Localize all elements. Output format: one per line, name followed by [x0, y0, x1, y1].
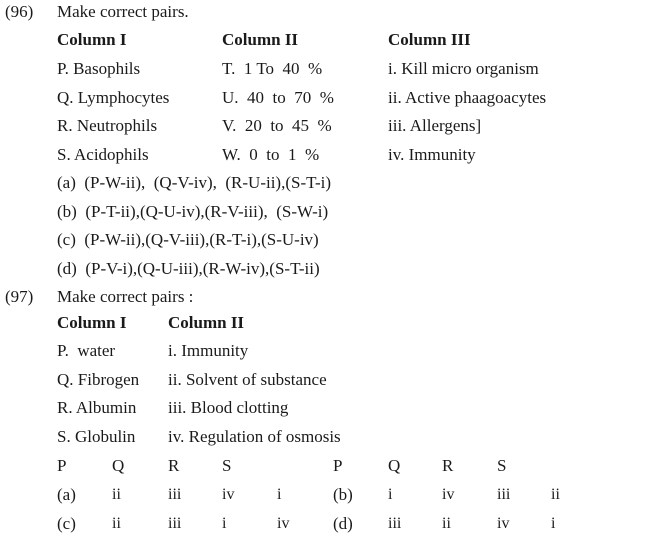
q97-option-b-value-s: ii [551, 486, 560, 503]
q97-grid-header-p-left: P [57, 456, 67, 475]
q97-option-c-label[interactable]: (c) [57, 514, 76, 533]
q97-row-item: i. Immunity [168, 341, 249, 360]
q97-option-d-value-r: iv [497, 515, 510, 532]
q97-option-a-value-p: ii [112, 486, 121, 503]
q97-grid-header-q-right: Q [388, 456, 401, 475]
q96-row-item: P. Basophils [57, 59, 141, 78]
q97-option-a-value-s: i [277, 486, 282, 503]
q97-option-a-value-q: iii [168, 486, 182, 503]
q96-row-item: V. 20 to 45 % [222, 116, 332, 135]
question-stem-96: Make correct pairs. [57, 2, 189, 21]
q97-option-c-value-p: ii [112, 515, 121, 532]
q96-row-item: R. Neutrophils [57, 116, 158, 135]
q96-column-header-1: Column I [57, 30, 127, 49]
q97-row-item: R. Albumin [57, 398, 137, 417]
q96-column-header-3: Column III [388, 30, 471, 49]
q97-option-b-label[interactable]: (b) [333, 485, 353, 504]
q96-row-item: U. 40 to 70 % [222, 88, 334, 107]
q97-option-d-value-q: ii [442, 515, 451, 532]
q97-row-item: S. Globulin [57, 427, 136, 446]
q97-option-a-label[interactable]: (a) [57, 485, 76, 504]
q97-option-d-label[interactable]: (d) [333, 514, 353, 533]
q96-column-header-2: Column II [222, 30, 299, 49]
q97-grid-header-r-left: R [168, 456, 180, 475]
q97-row-item: Q. Fibrogen [57, 370, 140, 389]
q97-row-item: iv. Regulation of osmosis [168, 427, 341, 446]
q97-grid-header-q-left: Q [112, 456, 125, 475]
q96-row-item: ii. Active phaagoacytes [388, 88, 547, 107]
q97-option-d-value-s: i [551, 515, 556, 532]
q96-option-b[interactable]: (b) (P-T-ii),(Q-U-iv),(R-V-iii), (S-W-i) [57, 202, 329, 221]
q97-option-d-value-p: iii [388, 515, 402, 532]
q97-grid-header-s-left: S [222, 456, 232, 475]
q97-row-item: P. water [57, 341, 116, 360]
q97-grid-header-s-right: S [497, 456, 507, 475]
q97-option-c-value-r: i [222, 515, 227, 532]
q97-option-b-value-p: i [388, 486, 393, 503]
q97-option-c-value-s: iv [277, 515, 290, 532]
q97-option-b-value-r: iii [497, 486, 511, 503]
q97-grid-header-r-right: R [442, 456, 454, 475]
q97-column-header-1: Column I [57, 313, 127, 332]
q96-row-item: i. Kill micro organism [388, 59, 539, 78]
q96-option-a[interactable]: (a) (P-W-ii), (Q-V-iv), (R-U-ii),(S-T-i) [57, 173, 331, 192]
q97-grid-header-p-right: P [333, 456, 343, 475]
q97-column-header-2: Column II [168, 313, 245, 332]
q96-row-item: iv. Immunity [388, 145, 476, 164]
q96-row-item: S. Acidophils [57, 145, 149, 164]
q96-option-d[interactable]: (d) (P-V-i),(Q-U-iii),(R-W-iv),(S-T-ii) [57, 259, 320, 278]
q97-row-item: ii. Solvent of substance [168, 370, 327, 389]
q96-row-item: iii. Allergens] [388, 116, 482, 135]
q96-row-item: T. 1 To 40 % [222, 59, 323, 78]
q97-option-a-value-r: iv [222, 486, 235, 503]
q97-option-b-value-q: iv [442, 486, 455, 503]
question-number-96: (96) [5, 2, 34, 21]
q96-option-c[interactable]: (c) (P-W-ii),(Q-V-iii),(R-T-i),(S-U-iv) [57, 230, 319, 249]
q97-option-c-value-q: iii [168, 515, 182, 532]
question-number-97: (97) [5, 287, 34, 306]
q97-row-item: iii. Blood clotting [168, 398, 289, 417]
q96-row-item: W. 0 to 1 % [222, 145, 320, 164]
q96-row-item: Q. Lymphocytes [57, 88, 170, 107]
question-stem-97: Make correct pairs : [57, 287, 194, 306]
